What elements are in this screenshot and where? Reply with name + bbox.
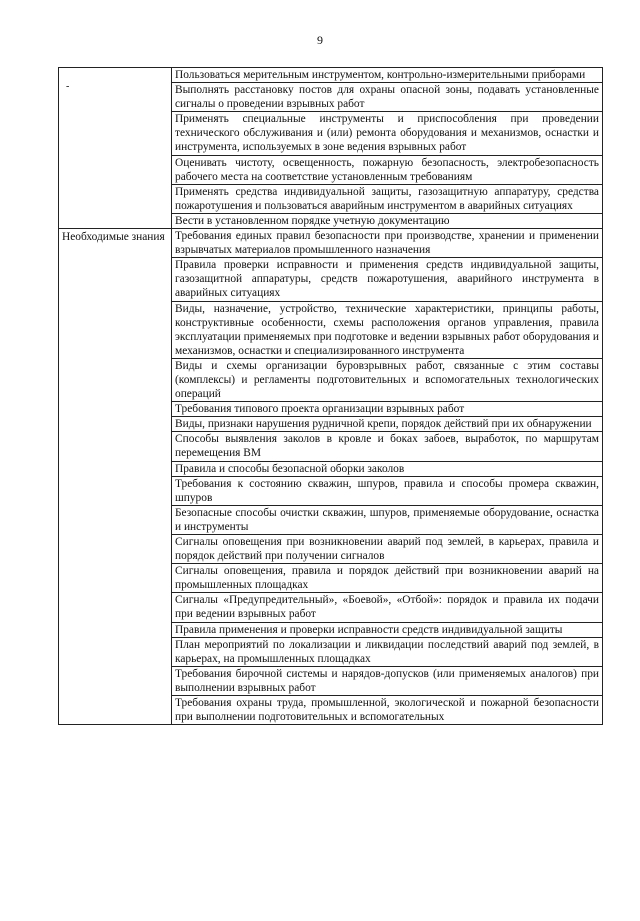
requirement-cell: Сигналы оповещения, правила и порядок действий при возникновении аварий на промышленных площадках bbox=[172, 564, 603, 593]
requirement-cell: Правила проверки исправности и применения средств индивидуальной защиты, газозащитной аппаратуры, средств пожаротушения, аварийного инструмента в аварийных ситуациях bbox=[172, 258, 603, 301]
requirement-cell: Виды, признаки нарушения рудничной крепи, порядок действий при их обнаружении bbox=[172, 417, 603, 432]
requirement-cell: Применять специальные инструменты и приспособления при проведении технического обслуживания и (или) ремонта оборудования и механизмов, оснастки и инструмента, используемых в зоне ведения взрывных работ bbox=[172, 112, 603, 155]
requirement-cell: Безопасные способы очистки скважин, шпуров, применяемые оборудование, оснастка и инструменты bbox=[172, 505, 603, 534]
section-label-text bbox=[62, 68, 168, 69]
requirement-cell: Требования бирочной системы и нарядов-допусков (или применяемых аналогов) при выполнении взрывных работ bbox=[172, 666, 603, 695]
section-label-skills bbox=[59, 68, 172, 229]
requirement-cell: План мероприятий по локализации и ликвидации последствий аварий под землей, в карьерах, на промышленных площадках bbox=[172, 637, 603, 666]
requirement-cell: Требования к состоянию скважин, шпуров, правила и способы промера скважин, шпуров bbox=[172, 476, 603, 505]
requirement-cell: Требования охраны труда, промышленной, экологической и пожарной безопасности при выполнении подготовительных и вспомогательных bbox=[172, 696, 603, 725]
page-number: 9 bbox=[317, 33, 323, 47]
margin-mark: - bbox=[66, 81, 70, 92]
requirement-cell: Выполнять расстановку постов для охраны опасной зоны, подавать установленные сигналы о проведении взрывных работ bbox=[172, 83, 603, 112]
requirement-cell: Виды, назначение, устройство, технические характеристики, принципы работы, конструктивные особенности, схемы расположения органов управления, правила эксплуатации применяемых при подготовке и ведении взрывных работ оборудования и механизмов, оснастки и специализированного инструмента bbox=[172, 301, 603, 358]
requirement-cell: Пользоваться мерительным инструментом, контрольно-измерительными приборами bbox=[172, 68, 603, 83]
requirement-cell: Виды и схемы организации буровзрывных работ, связанные с этим составы (комплексы) и регламенты подготовительных и вспомогательных технологических операций bbox=[172, 358, 603, 401]
table-row bbox=[59, 68, 603, 83]
requirement-cell: Применять средства индивидуальной защиты, газозащитную аппаратуру, средства пожаротушения и пользоваться аварийным инструментом в аварийных ситуациях bbox=[172, 184, 603, 213]
requirement-cell: Требования единых правил безопасности при производстве, хранении и применении взрывчатых материалов промышленного назначения bbox=[172, 229, 603, 258]
requirement-cell: Оценивать чистоту, освещенность, пожарную безопасность, электробезопасность рабочего места на соответствие установленным требованиям bbox=[172, 155, 603, 184]
section-label-text: Необходимые знания bbox=[62, 231, 165, 244]
requirement-cell: Способы выявления заколов в кровле и боках забоев, выработок, по маршрутам перемещения ВМ bbox=[172, 432, 603, 461]
requirement-cell: Требования типового проекта организации взрывных работ bbox=[172, 402, 603, 417]
requirement-cell: Сигналы оповещения при возникновении аварий под землей, в карьерах, правила и порядок действий при получении сигналов bbox=[172, 535, 603, 564]
requirement-cell: Сигналы «Предупредительный», «Боевой», «Отбой»: порядок и правила их подачи при ведении взрывных работ bbox=[172, 593, 603, 622]
table-row bbox=[59, 229, 603, 258]
requirement-cell: Вести в установленном порядке учетную документацию bbox=[172, 213, 603, 228]
requirement-cell: Правила применения и проверки исправности средств индивидуальной защиты bbox=[172, 622, 603, 637]
competency-table bbox=[58, 67, 603, 725]
section-label-knowledge bbox=[59, 229, 172, 725]
requirement-cell: Правила и способы безопасной оборки заколов bbox=[172, 461, 603, 476]
